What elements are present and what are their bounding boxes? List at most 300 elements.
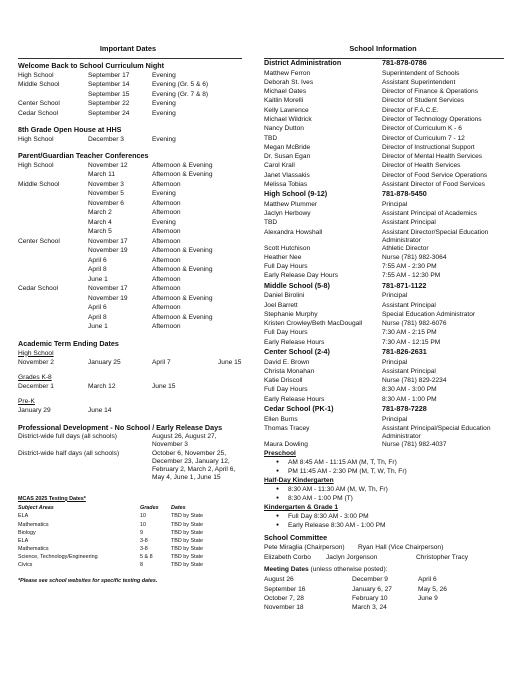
conference-cell: November 5 xyxy=(88,190,124,198)
staff-row xyxy=(264,292,502,301)
staff-name: Kristen Crowley/Beth MacDougall xyxy=(264,320,363,328)
half-day-kindergarten-label: Half-Day Kindergarten xyxy=(264,476,334,484)
staff-name: David E. Brown xyxy=(264,358,310,366)
term-date: June 15 xyxy=(152,383,176,391)
staff-name: Janet Vlassakis xyxy=(264,171,310,179)
staff-name: Ellen Burns xyxy=(264,415,298,423)
conference-cell: June 1 xyxy=(88,275,108,283)
staff-role: Nurse (781) 982-6076 xyxy=(382,320,447,328)
term-ending-title: Academic Term Ending Dates xyxy=(18,338,119,348)
testing-cell: Civics xyxy=(18,562,33,569)
testing-row xyxy=(18,538,238,546)
testing-row xyxy=(18,562,238,570)
term-date: June 14 xyxy=(88,407,112,415)
meeting-date: March 3, 24 xyxy=(352,604,387,612)
meeting-dates-subtitle: (unless otherwise posted): xyxy=(308,566,388,574)
testing-row xyxy=(18,554,238,562)
testing-cell: 3-8 xyxy=(140,537,148,544)
meeting-date: May 5, 26 xyxy=(418,585,447,593)
conference-cell: November 19 xyxy=(88,247,128,255)
conference-cell xyxy=(18,209,88,219)
welcome-row xyxy=(18,72,238,82)
staff-row xyxy=(264,79,502,88)
testing-cell: TBD by State xyxy=(171,537,204,544)
conference-cell: Afternoon xyxy=(152,199,181,207)
staff-role: Director of Health Services xyxy=(382,162,461,170)
term-date: June 15 xyxy=(218,359,242,367)
center-school-name: Center School (2-4) xyxy=(264,347,330,357)
testing-title: MCAS 2025 Testing Dates* xyxy=(18,495,86,502)
meeting-row xyxy=(264,604,502,613)
conference-cell: Cedar School xyxy=(18,285,58,293)
staff-row xyxy=(264,320,502,329)
conference-row xyxy=(18,276,238,286)
testing-cell: Science, Technology/Engineering xyxy=(18,554,98,561)
staff-row xyxy=(264,329,502,338)
conference-cell: Afternoon xyxy=(152,209,181,217)
testing-cell: Mathematics xyxy=(18,521,49,528)
school-committee-section xyxy=(264,534,502,564)
staff-row xyxy=(264,107,502,116)
conference-cell: Afternoon & Evening xyxy=(152,247,213,255)
cedar-school-phone: 781-878-7228 xyxy=(382,404,427,414)
staff-row xyxy=(264,229,502,245)
staff-row xyxy=(264,125,502,134)
conference-cell: June 1 xyxy=(88,323,108,331)
high-school-name: High School (9-12) xyxy=(264,189,328,199)
open-house-cell: High School xyxy=(18,135,54,143)
conference-cell xyxy=(18,323,88,333)
staff-name: Alexandra Howshall xyxy=(264,228,323,236)
term-ending-section xyxy=(18,338,242,417)
welcome-row xyxy=(18,100,238,110)
term-date xyxy=(218,407,238,417)
staff-role: 7:55 AM - 12:30 PM xyxy=(382,272,441,280)
staff-name: Full Day Hours xyxy=(264,263,308,271)
open-house-row xyxy=(18,136,238,146)
testing-cell: TBD by State xyxy=(171,562,204,569)
committee-member: Elizabeth Corbo xyxy=(264,553,311,561)
welcome-cell: Center School xyxy=(18,100,60,108)
meeting-date: April 6 xyxy=(418,576,437,584)
staff-row xyxy=(264,416,502,425)
testing-header-dates: Dates xyxy=(171,505,186,512)
important-dates-column xyxy=(18,0,242,584)
testing-cell: TBD by State xyxy=(171,521,204,528)
testing-cell: ELA xyxy=(18,513,29,520)
professional-development-section xyxy=(18,424,238,482)
staff-row xyxy=(264,254,502,263)
staff-name: Heather Nee xyxy=(264,253,302,261)
committee-member: Christopher Tracy xyxy=(416,553,469,561)
staff-role: 7:30 AM - 2:15 PM xyxy=(382,329,437,337)
welcome-cell: September 22 xyxy=(88,100,130,108)
schedule-item: ● AM 8:45 AM - 11:15 AM (M, T, Th, Fr) xyxy=(264,459,502,468)
staff-name: Full Day Hours xyxy=(264,386,308,394)
staff-role: Director of Instructional Support xyxy=(382,143,475,151)
conference-cell: Afternoon xyxy=(152,180,181,188)
conference-cell: March 2 xyxy=(88,209,112,217)
committee-member: Jaclyn Jorgenson xyxy=(326,553,378,561)
conference-cell: April 6 xyxy=(88,304,107,312)
pd-row xyxy=(18,433,238,449)
staff-row xyxy=(264,172,502,181)
testing-cell: TBD by State xyxy=(171,554,204,561)
cedar-schedules xyxy=(264,450,502,531)
staff-role: Principal xyxy=(382,200,408,208)
conference-row xyxy=(18,266,238,276)
committee-row xyxy=(264,544,502,554)
conference-cell: Evening xyxy=(152,218,176,226)
schedule-item: ● PM 11:45 AM - 2:30 PM (M, T, W, Th, Fr) xyxy=(264,468,502,477)
term-date: April 7 xyxy=(152,359,171,367)
staff-role: Principal xyxy=(382,415,408,423)
term-date: March 12 xyxy=(88,383,116,391)
staff-name: Joel Barrett xyxy=(264,301,298,309)
staff-role: 7:55 AM - 2:30 PM xyxy=(382,263,437,271)
staff-row xyxy=(264,135,502,144)
open-house-cell: Evening xyxy=(152,135,176,143)
meeting-date: June 9 xyxy=(418,595,438,603)
conference-cell xyxy=(18,228,88,238)
meeting-date: September 16 xyxy=(264,585,306,593)
staff-role: Director of F.A.C.E. xyxy=(382,106,439,114)
conference-cell xyxy=(18,257,88,267)
staff-name: Scott Hutchison xyxy=(264,244,311,252)
conference-cell: Afternoon & Evening xyxy=(152,294,213,302)
staff-row xyxy=(264,116,502,125)
welcome-cell: September 15 xyxy=(88,90,130,98)
staff-name: Megan McBride xyxy=(264,143,311,151)
staff-row xyxy=(264,441,502,450)
welcome-cell: Evening xyxy=(152,71,176,79)
conference-cell: March 4 xyxy=(88,218,112,226)
preschool-label: Preschool xyxy=(264,449,296,457)
committee-member: Pete Miraglia (Chairperson) xyxy=(264,544,345,552)
staff-name: Michael Oates xyxy=(264,88,307,96)
conference-cell: November 3 xyxy=(88,180,124,188)
conference-cell: Afternoon & Evening xyxy=(152,313,213,321)
conference-cell: April 6 xyxy=(88,256,107,264)
conference-row xyxy=(18,238,238,248)
testing-row xyxy=(18,546,238,554)
staff-name: Melissa Tobias xyxy=(264,181,308,189)
meeting-row xyxy=(264,595,502,604)
cedar-school-name: Cedar School (PK-1) xyxy=(264,404,334,414)
welcome-cell: Evening xyxy=(152,109,176,117)
staff-role: Assistant Principal xyxy=(382,219,436,227)
staff-role: 8:30 AM - 1:00 PM xyxy=(382,395,437,403)
left-divider xyxy=(18,58,242,59)
meeting-date: October 7, 28 xyxy=(264,595,304,603)
welcome-title: Welcome Back to School Curriculum Night xyxy=(18,61,165,70)
district-heading xyxy=(264,59,502,70)
staff-name: Thomas Tracey xyxy=(264,424,310,432)
conference-row xyxy=(18,171,238,181)
staff-role: Principal xyxy=(382,292,408,300)
staff-row xyxy=(264,210,502,219)
staff-role: Director of Curriculum 7 - 12 xyxy=(382,134,465,142)
welcome-row xyxy=(18,110,238,120)
conferences-section xyxy=(18,152,238,333)
staff-name: TBD xyxy=(264,134,278,142)
testing-cell: 9 xyxy=(140,529,143,536)
staff-role: Assistant Director/Special Education Administrator xyxy=(382,228,489,244)
conference-cell xyxy=(18,266,88,276)
staff-row xyxy=(264,311,502,320)
committee-row xyxy=(264,554,502,564)
term-date xyxy=(152,407,218,417)
conference-cell: March 11 xyxy=(88,171,115,179)
conference-cell: Center School xyxy=(18,237,60,245)
conference-cell: November 6 xyxy=(88,199,124,207)
welcome-cell: Middle School xyxy=(18,81,60,89)
schedule-item: ● Early Release 8:30 AM - 1:00 PM xyxy=(264,522,502,531)
schedule-item: ● Full Day 8:30 AM - 3:00 PM xyxy=(264,513,502,522)
meeting-dates-section xyxy=(264,566,502,613)
conference-cell: Afternoon & Evening xyxy=(152,266,213,274)
high-school-phone: 781-878-5450 xyxy=(382,189,427,199)
staff-name: Kelly Lawrence xyxy=(264,106,309,114)
open-house-title: 8th Grade Open House at HHS xyxy=(18,125,122,135)
staff-role: Director of Technology Operations xyxy=(382,115,482,123)
testing-cell: 10 xyxy=(140,521,146,528)
conference-cell xyxy=(18,219,88,229)
testing-row xyxy=(18,513,238,521)
district-administration-block xyxy=(264,59,502,190)
staff-role: Principal xyxy=(382,358,408,366)
cedar-school-heading xyxy=(264,405,502,416)
staff-name: Early Release Hours xyxy=(264,395,325,403)
conference-row xyxy=(18,295,238,305)
important-dates-heading: Important Dates xyxy=(99,44,157,53)
staff-row xyxy=(264,97,502,106)
staff-name: Maura Dowling xyxy=(264,440,308,448)
staff-role: Director of Food Service Operations xyxy=(382,171,488,179)
meeting-date: December 9 xyxy=(352,576,388,584)
conference-row xyxy=(18,323,238,333)
conference-cell: Afternoon xyxy=(152,237,181,245)
middle-school-heading xyxy=(264,282,502,293)
testing-cell: 5 & 8 xyxy=(140,554,153,561)
staff-role: Assistant Principal/Special Education Administrator xyxy=(382,424,491,440)
staff-name: Katie Driscoll xyxy=(264,377,303,385)
schedule-item: ● 8:30 AM - 1:00 PM (T) xyxy=(264,495,502,504)
welcome-cell: Evening xyxy=(152,100,176,108)
term-group-label: High School xyxy=(18,349,54,357)
cedar-school-block xyxy=(264,405,502,450)
conference-cell: Afternoon & Evening xyxy=(152,171,213,179)
meeting-date: February 10 xyxy=(352,595,388,603)
welcome-cell: Cedar School xyxy=(18,109,58,117)
testing-row xyxy=(18,522,238,530)
conference-cell: Afternoon xyxy=(152,228,181,236)
term-date: November 2 xyxy=(18,359,54,367)
term-dates-row xyxy=(18,383,238,393)
testing-header-row xyxy=(18,505,238,513)
staff-name: Daniel Birolini xyxy=(264,292,305,300)
staff-role: Assistant Principal xyxy=(382,367,436,375)
staff-row xyxy=(264,162,502,171)
open-house-cell: December 3 xyxy=(88,135,124,143)
staff-name: Carol Krall xyxy=(264,162,295,170)
testing-cell: TBD by State xyxy=(171,546,204,553)
meeting-row xyxy=(264,586,502,595)
testing-row xyxy=(18,530,238,538)
conference-cell: April 8 xyxy=(88,313,107,321)
term-dates-row xyxy=(18,359,242,369)
testing-cell: ELA xyxy=(18,537,29,544)
conference-cell xyxy=(18,304,88,314)
meeting-date: August 26 xyxy=(264,576,294,584)
staff-row xyxy=(264,263,502,272)
welcome-row xyxy=(18,81,238,91)
conference-cell: March 5 xyxy=(88,228,112,236)
conference-row xyxy=(18,162,238,172)
conference-row xyxy=(18,285,238,295)
staff-name: Matthew Plummer xyxy=(264,200,318,208)
middle-school-name: Middle School (5-8) xyxy=(264,280,330,290)
conference-row xyxy=(18,190,238,200)
term-date xyxy=(218,383,238,393)
testing-cell: 10 xyxy=(140,513,146,520)
conference-cell: Middle School xyxy=(18,180,60,188)
conference-cell xyxy=(18,247,88,257)
pd-title: Professional Development - No School / Early Release Days xyxy=(18,422,223,432)
welcome-cell: Evening (Gr. 7 & 8) xyxy=(152,90,209,98)
conference-cell xyxy=(18,200,88,210)
testing-header-subject: Subject Areas xyxy=(18,505,54,512)
conference-row xyxy=(18,257,238,267)
conference-cell xyxy=(18,171,88,181)
staff-name: Matthew Ferron xyxy=(264,69,311,77)
testing-cell: 8 xyxy=(140,562,143,569)
staff-role: Assistant Superintendent xyxy=(382,78,456,86)
conference-row xyxy=(18,219,238,229)
welcome-section xyxy=(18,62,238,119)
conference-cell: High School xyxy=(18,161,54,169)
staff-row xyxy=(264,201,502,210)
testing-cell: Biology xyxy=(18,529,36,536)
staff-role: Director of Curriculum K - 6 xyxy=(382,125,462,133)
conference-row xyxy=(18,181,238,191)
staff-role: Athletic Director xyxy=(382,244,429,252)
conference-cell: Afternoon xyxy=(152,256,181,264)
staff-role: Director of Finance & Operations xyxy=(382,88,479,96)
staff-row xyxy=(264,153,502,162)
school-information-column xyxy=(264,0,502,614)
conference-row xyxy=(18,304,238,314)
conference-cell: Afternoon xyxy=(152,275,181,283)
district-phone: 781-878-0786 xyxy=(382,58,427,67)
staff-role: Director of Student Services xyxy=(382,97,465,105)
conference-row xyxy=(18,247,238,257)
testing-cell: TBD by State xyxy=(171,529,204,536)
conference-cell: November 12 xyxy=(88,161,128,169)
staff-name: Early Release Day Hours xyxy=(264,272,339,280)
pd-dates: August 26, August 27, November 3 xyxy=(152,433,217,449)
meeting-dates-title: Meeting Dates xyxy=(264,566,309,574)
pd-dates: October 6, November 25, December 23, January 12, February 2, March 2, April 6, May 4, June 1, June 15 xyxy=(152,450,236,481)
committee-member: Ryan Hall (Vice Chairperson) xyxy=(358,544,444,552)
conferences-title: Parent/Guardian Teacher Conferences xyxy=(18,151,149,161)
staff-name: TBD xyxy=(264,219,278,227)
meeting-date xyxy=(418,604,488,613)
welcome-cell: Evening (Gr. 5 & 6) xyxy=(152,81,209,89)
school-information-heading: School Information xyxy=(349,44,417,53)
welcome-row xyxy=(18,91,238,101)
staff-name: Christa Monahan xyxy=(264,367,315,375)
conference-cell: Afternoon xyxy=(152,285,181,293)
staff-name: Nancy Dutton xyxy=(264,125,304,133)
open-house-section xyxy=(18,126,238,145)
center-school-phone: 781-826-2631 xyxy=(382,347,427,357)
staff-row xyxy=(264,386,502,395)
testing-header-grades: Grades xyxy=(140,505,159,512)
high-school-heading xyxy=(264,190,502,201)
conference-cell: Evening xyxy=(152,190,176,198)
staff-row xyxy=(264,368,502,377)
meeting-date: January 6, 27 xyxy=(352,585,392,593)
high-school-block xyxy=(264,190,502,281)
staff-name: Michael Wildrick xyxy=(264,115,312,123)
testing-cell: 3-8 xyxy=(140,546,148,553)
staff-role: Assistant Principal xyxy=(382,301,436,309)
center-school-block xyxy=(264,348,502,405)
term-group-label: Grades K-8 xyxy=(18,373,52,381)
staff-name: Early Release Hours xyxy=(264,338,325,346)
term-dates-row xyxy=(18,407,238,417)
testing-section xyxy=(18,496,238,584)
conference-cell: April 8 xyxy=(88,266,107,274)
welcome-cell: September 24 xyxy=(88,109,130,117)
staff-row xyxy=(264,425,502,441)
staff-row xyxy=(264,302,502,311)
school-committee-title: School Committee xyxy=(264,532,328,542)
staff-name: Jaclyn Herbowy xyxy=(264,210,311,218)
conference-cell xyxy=(18,295,88,305)
conference-cell: Afternoon & Evening xyxy=(152,161,213,169)
staff-name: Full Day Hours xyxy=(264,329,308,337)
district-name: District Administration xyxy=(264,58,342,67)
pd-label: District-wide half days (all schools) xyxy=(18,450,120,458)
conference-row xyxy=(18,228,238,238)
meeting-row xyxy=(264,576,502,585)
conference-row xyxy=(18,200,238,210)
staff-name: Stephanie Murphy xyxy=(264,310,318,318)
schedule-item: ● 8:30 AM - 11:30 AM (M, W, Th, Fr) xyxy=(264,486,502,495)
conference-cell: Afternoon xyxy=(152,304,181,312)
staff-row xyxy=(264,144,502,153)
staff-role: 7:30 AM - 12:15 PM xyxy=(382,338,441,346)
welcome-cell: September 17 xyxy=(88,71,130,79)
staff-role: Special Education Administrator xyxy=(382,310,476,318)
staff-row xyxy=(264,245,502,254)
kindergarten-grade1-label: Kindergarten & Grade 1 xyxy=(264,503,339,511)
welcome-cell xyxy=(18,91,88,101)
staff-role: Nurse (781) 982-3064 xyxy=(382,253,447,261)
center-school-heading xyxy=(264,348,502,359)
meeting-dates-heading xyxy=(264,566,502,576)
conference-cell: November 17 xyxy=(88,285,128,293)
pd-row xyxy=(18,450,238,482)
staff-role: 8:30 AM - 3:00 PM xyxy=(382,386,437,394)
testing-cell: Mathematics xyxy=(18,546,49,553)
meeting-date: November 18 xyxy=(264,604,304,612)
term-date: January 29 xyxy=(18,407,51,415)
staff-row xyxy=(264,88,502,97)
staff-name: Dr. Susan Egan xyxy=(264,153,311,161)
